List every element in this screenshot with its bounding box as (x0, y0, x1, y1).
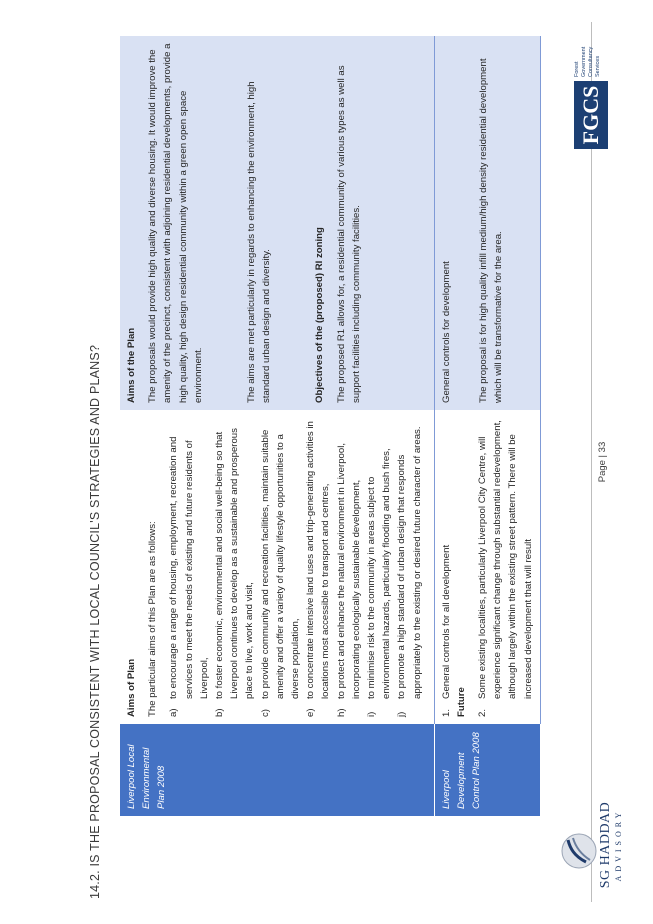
list-item (258, 417, 304, 717)
list-item (475, 417, 536, 717)
fgcs-logo (570, 29, 620, 149)
fgcs-mark: FGCS (574, 81, 608, 149)
sg-logo-sub: ADVISORY (614, 808, 623, 882)
footer-divider (591, 22, 592, 902)
plan-controls-cell (434, 410, 540, 724)
list-text: to provide community and recreation facilities, maintain suitable amenity and offer a variety of quality lifestyle opportunities to a diverse population, (259, 429, 302, 699)
right-title: Aims of the Plan (126, 327, 137, 403)
fgcs-line: Government (581, 46, 587, 77)
list-item (303, 417, 333, 717)
fgcs-text (574, 47, 602, 77)
list-text: to minimise risk to the community in areas subject to environmental hazards, particularly flooding and bush fires, (366, 448, 393, 699)
list-marker: c) (259, 709, 271, 717)
list-marker: h) (335, 708, 347, 717)
response-cell (434, 36, 540, 410)
list-text: to protect and enhance the natural environment in Liverpool, incorporating ecologically sustainable development, (335, 442, 362, 699)
list-text: to promote a high standard of urban design that responds appropriately to the existing or desired future character of areas. (396, 426, 423, 699)
plan-name-cell: Liverpool Local Environmental Plan 2008 (120, 724, 434, 816)
right-paragraph-1: General controls for development (440, 261, 452, 403)
sg-logo-name: SG HADDAD (598, 801, 613, 889)
list-marker: a) (168, 708, 180, 717)
list-item (394, 417, 424, 717)
right-paragraph-3: The proposed R1 allows for, a residential community of various types as well as support facilities including community facilities. (335, 65, 362, 403)
fgcs-line: Forest (574, 61, 580, 77)
list-marker: i) (366, 711, 378, 717)
list-item (334, 417, 364, 717)
left-title: Aims of Plan (126, 658, 137, 717)
sg-emblem-icon (560, 832, 598, 870)
list-item (439, 417, 454, 717)
list-item (212, 417, 258, 717)
fgcs-line: Services (595, 55, 601, 77)
fgcs-line: Consultancy (588, 46, 594, 77)
list-marker: j) (396, 711, 408, 717)
list-text: General controls for all development (440, 544, 452, 699)
response-cell (120, 36, 434, 410)
table-row (120, 36, 434, 816)
right-title-2: Objectives of the (proposed) RI zoning (314, 227, 326, 403)
left-intro: The particular aims of this Plan are as follows: (147, 521, 159, 717)
sg-haddad-logo (560, 780, 630, 900)
page-number: Page | 33 (597, 441, 608, 483)
list-marker: e) (305, 708, 317, 717)
future-label: Future (455, 687, 467, 717)
right-paragraph-1: The proposals would provide high quality and diverse housing. It would improve the amenity of the precinct, consistent with adjoining residential developments, provide a high quality, high design residential community within a green open space environment. (147, 43, 204, 403)
list-marker: 1. (440, 708, 452, 717)
list-marker: 2. (476, 708, 488, 717)
list-item (364, 417, 394, 717)
list-marker: b) (214, 708, 226, 717)
table-row (434, 36, 540, 816)
list-text: to foster economic, environmental and social well-being so that Liverpool continues to develop as a sustainable and prosperous place to live, work and visit, (214, 428, 256, 699)
list-text: to encourage a range of housing, employment, recreation and services to meet the needs of existing and future residents of Liverpool, (168, 436, 210, 699)
plan-name-cell: Liverpool Development Control Plan 2008 (434, 724, 540, 816)
section-heading: 14.2. IS THE PROPOSAL CONSISTENT WITH LOCAL COUNCIL'S STRATEGIES AND PLANS? (88, 344, 102, 899)
list-text: Some existing localities, particularly Liverpool City Centre, will experience significant change through substantial redevelopment, although largely within the existing street pattern. There will be increased development that will result (476, 420, 534, 699)
right-paragraph-2: The aims are met particularly in regards to enhancing the environment, high standard urban design and diversity. (246, 81, 273, 403)
plan-aims-cell (120, 410, 434, 724)
aims-list (166, 417, 424, 717)
consistency-table (120, 36, 541, 816)
list-item (166, 417, 212, 717)
right-paragraph-2: The proposal is for high quality infill medium/high density residential development which will be transformative for the area. (477, 58, 504, 403)
list-text: to concentrate intensive land uses and trip-generating activities in locations most accessible to transport and centres, (305, 421, 332, 699)
